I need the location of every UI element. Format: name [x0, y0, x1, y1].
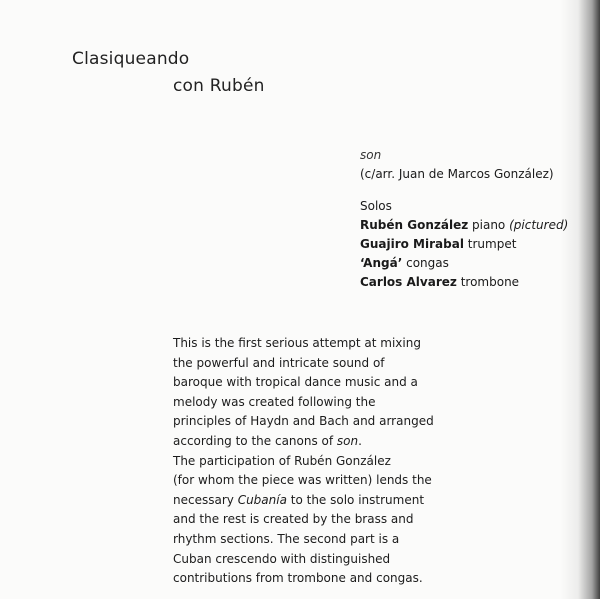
soloist-name: Rubén González — [360, 218, 469, 232]
description-line — [173, 432, 473, 452]
description-line: the powerful and intricate sound of — [173, 355, 385, 370]
soloist-row — [360, 254, 568, 273]
credits-block — [360, 146, 568, 292]
description-line: rhythm sections. The second part is a — [173, 531, 400, 546]
soloist-row — [360, 273, 568, 292]
soloist-instrument: trombone — [460, 275, 520, 289]
track-subtitle: con Rubén — [173, 76, 265, 96]
description-emphasis: Cubanía — [237, 492, 287, 507]
solos-heading: Solos — [360, 199, 392, 213]
track-title: Clasiqueando — [72, 49, 190, 69]
description-line: principles of Haydn and Bach and arranged — [173, 414, 434, 429]
soloist-note: (pictured) — [509, 218, 569, 232]
soloist-name: Guajiro Mirabal — [360, 237, 464, 251]
description-line: and the rest is created by the brass and — [173, 512, 414, 527]
soloist-instrument: piano — [472, 218, 506, 232]
soloist-name: ‘Angá’ — [360, 256, 403, 270]
soloist-row — [360, 216, 568, 235]
soloist-row — [360, 235, 568, 254]
description-text: . — [358, 433, 362, 448]
description-line: This is the first serious attempt at mixing — [173, 336, 421, 350]
soloist-instrument: trumpet — [467, 237, 517, 251]
soloist-instrument: congas — [406, 256, 449, 270]
description-line: (for whom the piece was written) lends the — [173, 473, 432, 488]
arrangement-credit: (c/arr. Juan de Marcos González) — [360, 167, 554, 181]
description-line: The participation of Rubén González — [173, 453, 391, 468]
description-text: necessary — [173, 492, 238, 507]
description-text: according to the canons of — [173, 433, 337, 448]
description-text: to the solo instrument — [286, 492, 425, 507]
description-line: Cuban crescendo with distinguished — [173, 551, 391, 566]
soloist-name: Carlos Alvarez — [360, 275, 457, 289]
description-line: contributions from trombone and congas. — [173, 571, 423, 586]
description-emphasis: son — [336, 433, 359, 448]
description-line: baroque with tropical dance music and a — [173, 375, 418, 390]
description-line — [173, 491, 473, 511]
description-line: melody was created following the — [173, 394, 376, 409]
track-description — [173, 334, 473, 589]
genre-label: son — [360, 148, 382, 162]
